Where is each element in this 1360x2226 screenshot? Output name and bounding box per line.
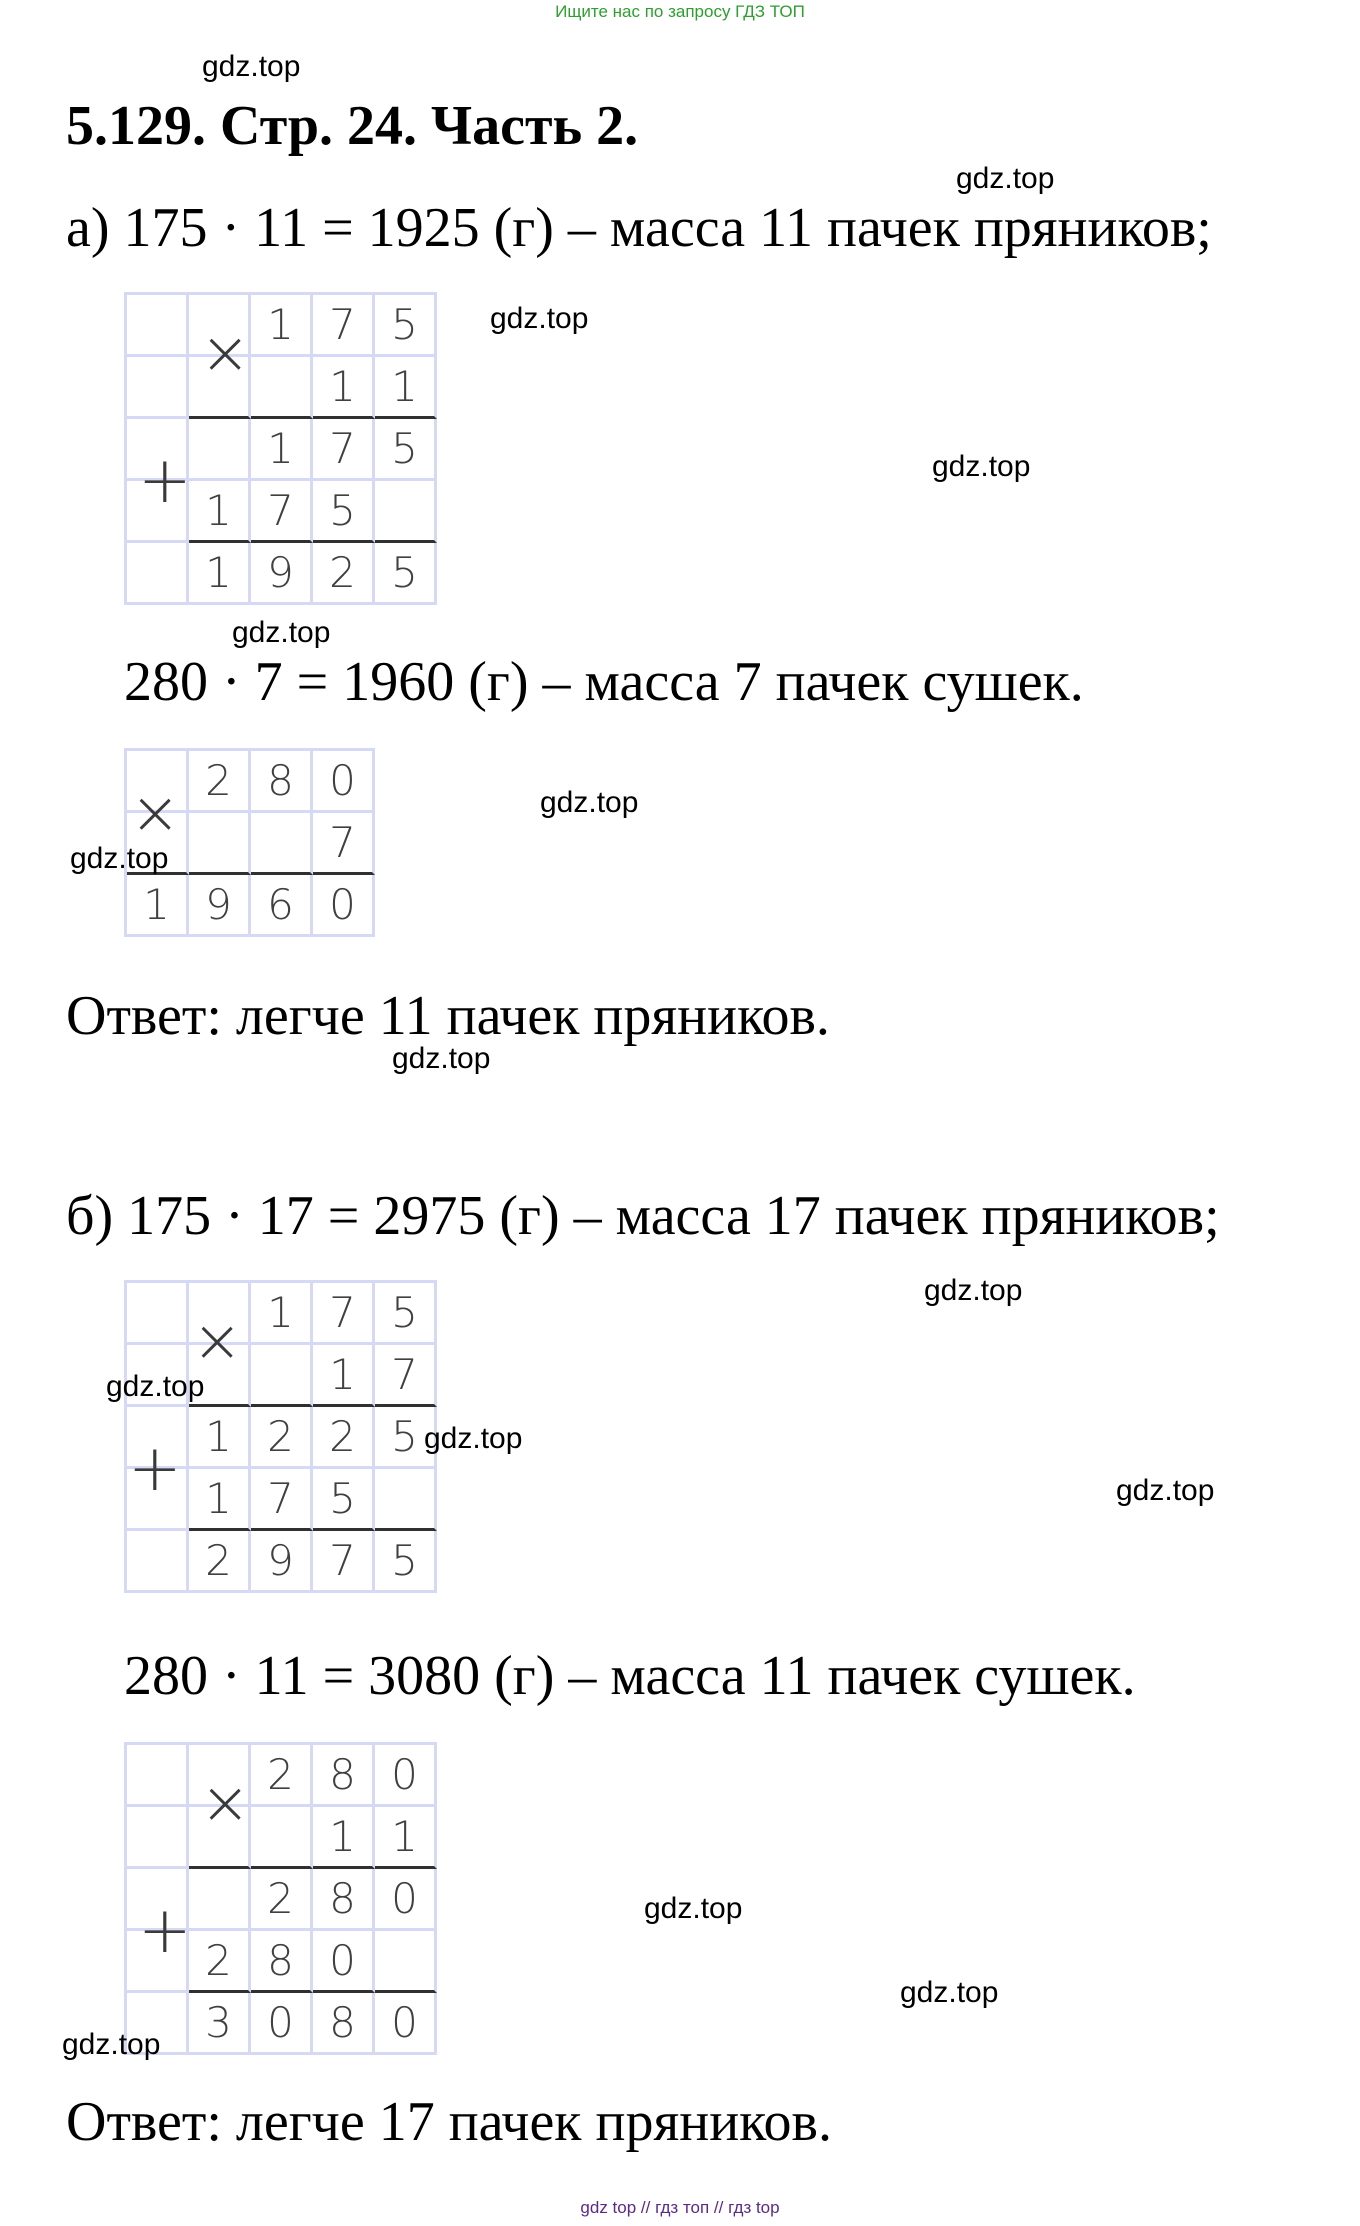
part-b-line1: б) 175 · 17 = 2975 (г) – масса 17 пачек пряников;: [66, 1185, 1220, 1247]
grid-digit: 2: [189, 1931, 251, 1993]
grid-digit: [251, 357, 313, 419]
grid-digit: [251, 1345, 313, 1407]
grid-digit: 0: [375, 1745, 437, 1807]
times-sign: ×: [200, 318, 251, 388]
grid-digit: [127, 357, 189, 419]
plus-sign: +: [128, 1432, 182, 1506]
grid-digit: 1: [313, 1345, 375, 1407]
grid-digit: 1: [375, 357, 437, 419]
watermark: gdz.top: [424, 1422, 523, 1455]
grid-digit: 5: [313, 1469, 375, 1531]
watermark: gdz.top: [232, 616, 331, 649]
grid-digit: 1: [189, 543, 251, 605]
grid-digit: 7: [251, 1469, 313, 1531]
grid-digit: 1: [375, 1807, 437, 1869]
part-a-answer: Ответ: легче 11 пачек пряников.: [66, 985, 830, 1047]
watermark: gdz.top: [62, 2028, 161, 2061]
grid-digit: 2: [313, 543, 375, 605]
watermark: gdz.top: [956, 162, 1055, 195]
grid-digit: [127, 1283, 189, 1345]
part-b-answer: Ответ: легче 17 пачек пряников.: [66, 2091, 832, 2153]
grid-digit: 0: [375, 1869, 437, 1931]
watermark: gdz.top: [540, 786, 639, 819]
watermark: gdz.top: [924, 1274, 1023, 1307]
grid-digit: 0: [251, 1993, 313, 2055]
watermark: gdz.top: [106, 1370, 205, 1403]
grid-digit: 7: [375, 1345, 437, 1407]
grid-digit: 5: [375, 543, 437, 605]
grid-digit: 5: [375, 1407, 437, 1469]
grid-digit: 8: [313, 1869, 375, 1931]
grid-digit: 7: [313, 1531, 375, 1593]
grid-digit: 2: [189, 1531, 251, 1593]
watermark: gdz.top: [932, 450, 1031, 483]
grid-digit: [189, 1869, 251, 1931]
grid-digit: 8: [313, 1745, 375, 1807]
grid-digit: 9: [251, 1531, 313, 1593]
page-title: 5.129. Стр. 24. Часть 2.: [66, 95, 639, 157]
times-sign: ×: [192, 1306, 243, 1376]
grid-digit: 0: [313, 751, 375, 813]
top-banner[interactable]: Ищите нас по запросу ГДЗ ТОП: [555, 2, 805, 21]
grid-digit: [127, 1531, 189, 1593]
grid-digit: 7: [251, 481, 313, 543]
grid-digit: [127, 1807, 189, 1869]
grid-digit: [251, 1807, 313, 1869]
watermark: gdz.top: [490, 302, 589, 335]
part-a-line2: 280 · 7 = 1960 (г) – масса 7 пачек сушек.: [124, 651, 1084, 713]
grid-digit: 2: [313, 1407, 375, 1469]
grid-digit: 8: [251, 1931, 313, 1993]
grid-digit: [189, 813, 251, 875]
grid-digit: 1: [251, 1283, 313, 1345]
grid-digit: [375, 1931, 437, 1993]
grid-digit: 1: [313, 357, 375, 419]
grid-digit: 2: [189, 751, 251, 813]
grid-digit: 1: [251, 419, 313, 481]
grid-digit: 5: [313, 481, 375, 543]
footer-links[interactable]: gdz top // гдз топ // гдз top: [580, 2198, 780, 2217]
watermark: gdz.top: [644, 1892, 743, 1925]
watermark: gdz.top: [70, 842, 169, 875]
grid-digit: [127, 543, 189, 605]
part-a-line1: а) 175 · 11 = 1925 (г) – масса 11 пачек пряников;: [66, 197, 1212, 259]
grid-digit: 8: [313, 1993, 375, 2055]
grid-digit: 1: [189, 481, 251, 543]
grid-digit: 1: [189, 1469, 251, 1531]
grid-digit: 7: [313, 1283, 375, 1345]
grid-digit: 1: [189, 1407, 251, 1469]
grid-digit: 3: [189, 1993, 251, 2055]
grid-digit: 8: [251, 751, 313, 813]
grid-digit: 5: [375, 1283, 437, 1345]
grid-digit: [127, 1745, 189, 1807]
times-sign: ×: [130, 778, 181, 848]
grid-digit: 5: [375, 1531, 437, 1593]
watermark: gdz.top: [900, 1976, 999, 2009]
grid-digit: 2: [251, 1745, 313, 1807]
grid-digit: 1: [251, 295, 313, 357]
grid-digit: 7: [313, 295, 375, 357]
grid-digit: 2: [251, 1407, 313, 1469]
watermark: gdz.top: [392, 1042, 491, 1075]
grid-digit: [251, 813, 313, 875]
grid-digit: 7: [313, 419, 375, 481]
plus-sign: +: [138, 1894, 192, 1968]
grid-digit: [375, 481, 437, 543]
grid-digit: 0: [375, 1993, 437, 2055]
grid-digit: 0: [313, 875, 375, 937]
grid-digit: 1: [313, 1807, 375, 1869]
grid-digit: 6: [251, 875, 313, 937]
times-sign: ×: [200, 1768, 251, 1838]
grid-digit: 7: [313, 813, 375, 875]
grid-digit: [375, 1469, 437, 1531]
grid-digit: 1: [127, 875, 189, 937]
grid-digit: 9: [251, 543, 313, 605]
grid-digit: 5: [375, 419, 437, 481]
grid-digit: 5: [375, 295, 437, 357]
grid-digit: 2: [251, 1869, 313, 1931]
plus-sign: +: [138, 444, 192, 518]
grid-digit: 9: [189, 875, 251, 937]
grid-digit: [127, 295, 189, 357]
watermark: gdz.top: [202, 50, 301, 83]
watermark: gdz.top: [1116, 1474, 1215, 1507]
grid-digit: [189, 419, 251, 481]
part-b-line2: 280 · 11 = 3080 (г) – масса 11 пачек сушек.: [124, 1645, 1136, 1707]
grid-digit: 0: [313, 1931, 375, 1993]
